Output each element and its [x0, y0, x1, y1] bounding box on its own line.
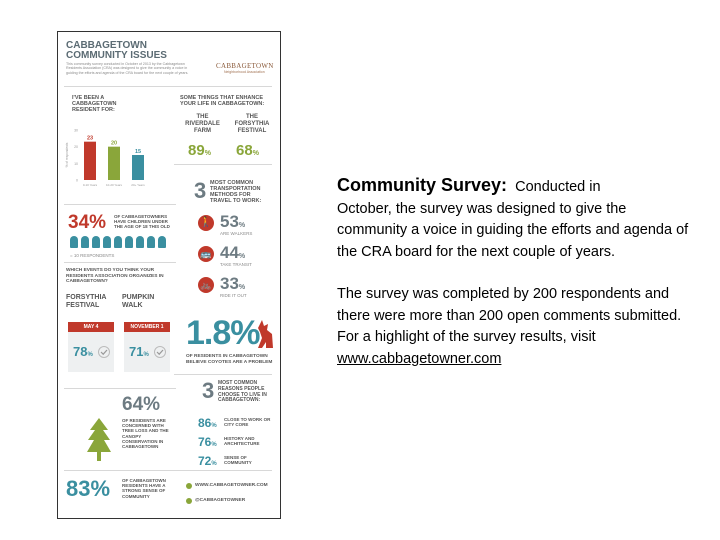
y-tick-label: 30 — [74, 128, 78, 133]
poster-title-line1: CABBAGETOWN — [66, 40, 147, 51]
divider — [174, 374, 272, 375]
reason-label-community: SENSE OF COMMUNITY — [224, 455, 252, 465]
twitter-icon — [186, 498, 192, 504]
coyote-text: OF RESIDENTS IN CABBAGETOWN BELIEVE COYOTES ARE A PROBLEM — [186, 354, 273, 365]
person-icon — [92, 236, 100, 248]
divider — [64, 86, 272, 87]
resident-bar-chart — [62, 116, 166, 198]
divider — [64, 204, 176, 205]
enhance-heading: SOME THINGS THAT ENHANCE YOUR LIFE IN CABBAGETOWN: — [180, 95, 265, 107]
infographic-poster — [57, 31, 281, 519]
trees-value: 64% — [122, 394, 161, 415]
children-text: OF CABBAGETOWNERS HAVE CHILDREN UNDER THE AGE OF 18 THIS OLD — [114, 214, 170, 229]
transport-value-bike: 33% — [220, 274, 246, 293]
person-icon — [136, 236, 144, 248]
category-label: 10-20 Years — [105, 183, 123, 187]
event-name-pumpkin: PUMPKIN WALK — [122, 294, 155, 309]
divider — [64, 262, 176, 263]
check-icon — [98, 346, 110, 358]
y-axis-label: % of respondents — [65, 142, 69, 168]
survey-description — [337, 175, 692, 370]
y-tick-label: 20 — [74, 145, 78, 150]
twitter-handle[interactable]: @CABBAGETOWNER — [195, 498, 246, 503]
reasons-count: 3 — [202, 378, 215, 403]
survey-website-link[interactable]: www.cabbagetowner.com — [337, 350, 502, 367]
coyote-icon — [254, 318, 276, 352]
reason-value-community: 72% — [198, 454, 217, 468]
bicycle-icon: 🚲 — [198, 277, 214, 293]
person-icon — [158, 236, 166, 248]
reason-label-history: HISTORY AND ARCHITECTURE — [224, 436, 260, 446]
resident-heading: I'VE BEEN A CABBAGETOWN RESIDENT FOR: — [72, 95, 117, 113]
bar — [132, 155, 144, 180]
transit-icon: 🚌 — [198, 246, 214, 262]
note-subheading: Conducted in — [515, 179, 601, 195]
cra-logo: CABBAGETOWN — [216, 62, 274, 70]
transport-heading: MOST COMMON TRANSPORTATION METHODS FOR TRAVEL TO WORK: — [210, 180, 262, 204]
events-heading: WHICH EVENTS DO YOU THINK YOUR RESIDENTS ASSOCIATION ORGANIZES IN CABBAGETOWN? — [66, 268, 164, 284]
poster-title-line2: COMMUNITY ISSUES — [66, 50, 167, 61]
note-paragraph-1: October, the survey was designed to give the community a voice in guiding the efforts and agenda of the CRA board for the next couple of years. — [337, 200, 689, 260]
event-date-pumpkin: NOVEMBER 1 — [124, 322, 170, 332]
bar-value-label: 20 — [110, 140, 118, 147]
people-pictogram — [70, 235, 174, 249]
person-icon — [81, 236, 89, 248]
bar — [84, 142, 96, 180]
enhance-value-forsythia: 68% — [236, 142, 259, 159]
reason-value-work: 86% — [198, 416, 217, 430]
y-tick-label: 0 — [76, 178, 78, 183]
reason-value-history: 76% — [198, 435, 217, 449]
reason-label-work: CLOSE TO WORK OR CITY CORE — [224, 417, 271, 427]
enhance-name-forsythia: THE FORSYTHIA FESTIVAL — [234, 114, 270, 134]
enhance-name-riverdale: THE RIVERDALE FARM — [185, 114, 220, 134]
respondents-note: = 10 RESPONDENTS — [70, 253, 115, 258]
website-link[interactable]: WWW.CABBAGETOWNER.COM — [195, 483, 268, 488]
community-text: OF CABBAGETOWN RESIDENTS HAVE A STRONG SENSE OF COMMUNITY — [122, 478, 166, 499]
divider — [64, 388, 176, 389]
poster-intro: This community survey conducted in October of 2013 by the Cabbagetown Residents Association (CRA) was designed to give the community a voice in guiding the efforts and agenda of the CRA board for the next couple of years. — [66, 62, 189, 75]
bar — [108, 147, 120, 180]
enhance-value-riverdale: 89% — [188, 142, 211, 159]
event-value-pumpkin: 71% — [129, 344, 149, 359]
event-name-forsythia: FORSYTHIA FESTIVAL — [66, 294, 107, 309]
coyote-value: 1.8% — [186, 314, 260, 352]
children-value: 34% — [68, 212, 107, 233]
event-date-forsythia: MAY 4 — [68, 322, 114, 332]
cra-logo-sub: Neighborhood Association — [224, 70, 265, 74]
category-label: 20+ Years — [131, 183, 145, 187]
transport-label-bike: RIDE IT OUT — [220, 293, 247, 298]
transport-count: 3 — [194, 178, 207, 203]
divider — [174, 164, 272, 165]
walker-icon: 🚶 — [198, 215, 214, 231]
event-value-forsythia: 78% — [73, 344, 93, 359]
divider — [64, 470, 272, 471]
bar-value-label: 15 — [134, 149, 142, 155]
transport-value-walk: 53% — [220, 212, 246, 231]
note-paragraph-2: The survey was completed by 200 respondents and there were more than 200 open comments submitted. For a highlight of the survey results, visit www.cabbagetowner.com — [337, 286, 682, 367]
person-icon — [147, 236, 155, 248]
transport-value-transit: 44% — [220, 243, 246, 262]
person-icon — [103, 236, 111, 248]
check-icon — [154, 346, 166, 358]
person-icon — [70, 236, 78, 248]
community-value: 83% — [66, 476, 111, 501]
category-label: 0-10 Years — [82, 183, 98, 187]
tree-icon — [86, 416, 112, 464]
transport-label-transit: TAKE TRANSIT — [220, 262, 252, 267]
person-icon — [125, 236, 133, 248]
reasons-heading: MOST COMMON REASONS PEOPLE CHOOSE TO LIVE IN CABBAGETOWN: — [218, 380, 267, 404]
transport-label-walk: ARE WALKERS — [220, 231, 253, 236]
trees-text: OF RESIDENTS ARE CONCERNED WITH TREE LOSS AND THE CANOPY CONSERVATION IN CABBAGETOWN — [122, 418, 169, 450]
person-icon — [114, 236, 122, 248]
web-icon — [186, 483, 192, 489]
y-tick-label: 10 — [74, 161, 78, 166]
bar-value-label: 23 — [86, 135, 94, 142]
note-heading: Community Survey: — [337, 175, 508, 195]
